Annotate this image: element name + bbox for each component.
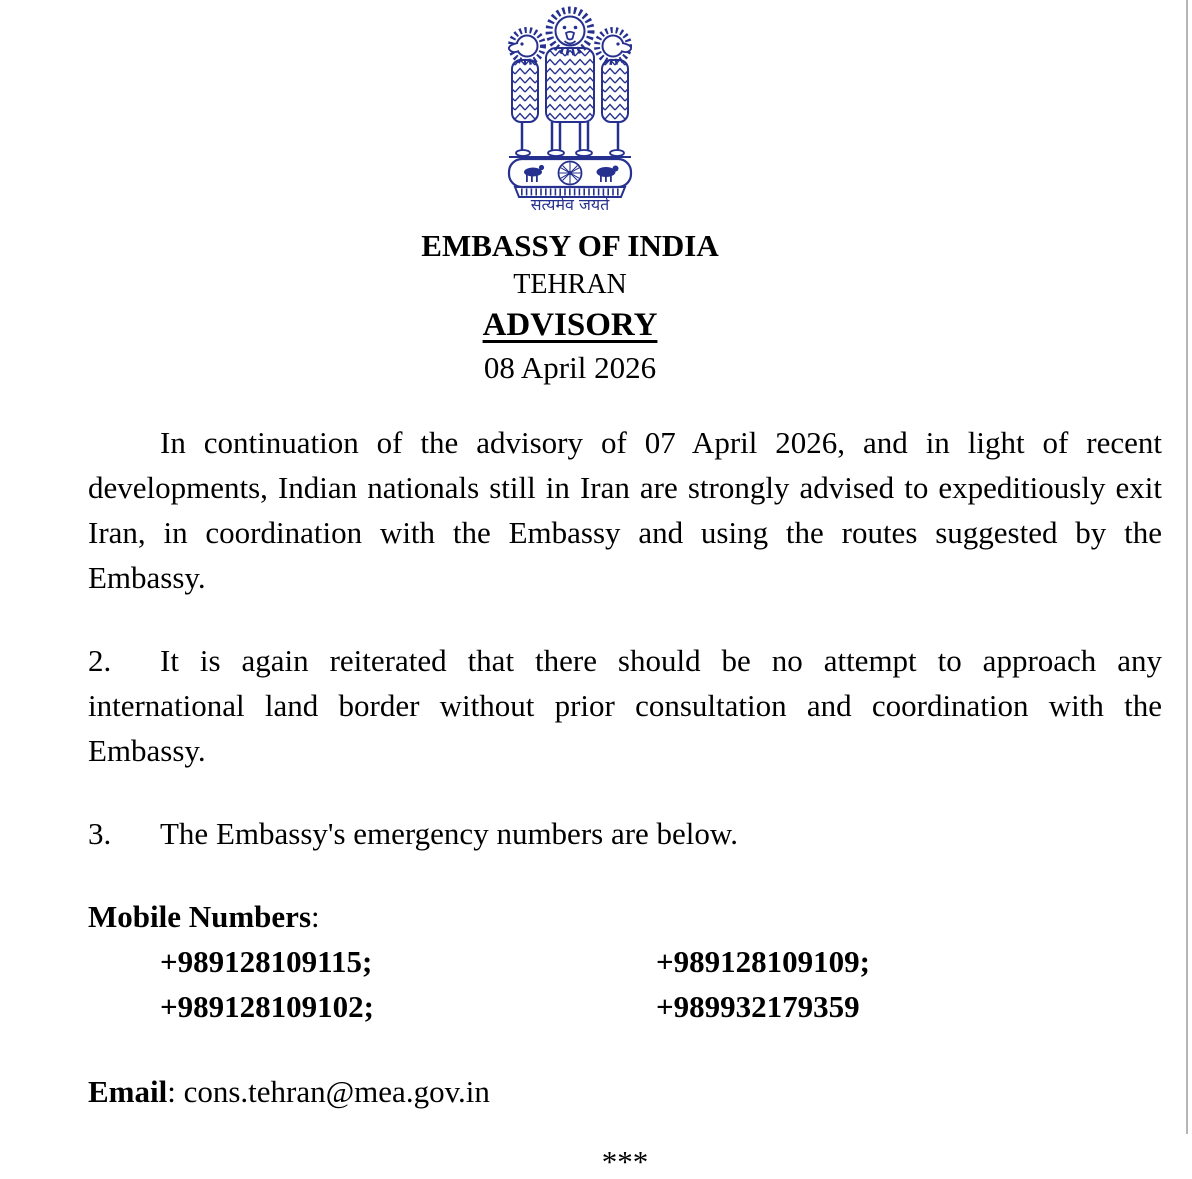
state-emblem-of-india-icon	[88, 4, 1052, 212]
mobile-numbers-row-1	[88, 939, 1162, 984]
mobile-numbers-row-2	[88, 984, 1162, 1029]
paragraph-2-number: 2.	[88, 643, 112, 678]
email-label: Email	[88, 1074, 168, 1109]
paragraph-2	[88, 638, 1162, 773]
paragraph-2-text: It is again reiterated that there should be no attempt to approach any international land border without prior consultation and coordination with the Embassy.	[88, 643, 1162, 768]
paragraph-3	[88, 811, 1162, 856]
paragraph-3-number: 3.	[88, 816, 112, 851]
phone-number-3: +989128109102;	[160, 989, 374, 1024]
mobile-numbers-colon: :	[311, 899, 320, 934]
organization-title: EMBASSY OF INDIA	[421, 228, 719, 263]
email-separator: :	[167, 1074, 184, 1109]
document-type-title: ADVISORY	[482, 307, 658, 343]
email-address: cons.tehran@mea.gov.in	[183, 1074, 490, 1109]
mobile-numbers-label: Mobile Numbers	[88, 899, 312, 934]
document-body	[88, 420, 1162, 1179]
phone-number-4: +989932179359	[656, 989, 860, 1024]
document-header	[88, 0, 1052, 386]
phone-number-1: +989128109115;	[160, 944, 373, 979]
phone-number-2: +989128109109;	[656, 944, 870, 979]
email-line	[88, 1069, 1162, 1114]
document-date: 08 April 2026	[483, 350, 657, 385]
paragraph-3-text: The Embassy's emergency numbers are below.	[160, 816, 739, 851]
page-edge-line	[1186, 0, 1188, 1134]
mobile-numbers-heading	[88, 894, 1162, 939]
emblem-motto-text: सत्यमेव जयते	[530, 195, 610, 214]
end-of-document-mark: ***	[601, 1144, 649, 1179]
paragraph-1: In continuation of the advisory of 07 April 2026, and in light of recent developments, Indian nationals still in Iran are strongly advised to expeditiously exit Iran, in coordination with the Embassy and using the routes suggested by the Embassy.	[88, 425, 1162, 595]
city-subtitle: TEHRAN	[513, 269, 627, 300]
